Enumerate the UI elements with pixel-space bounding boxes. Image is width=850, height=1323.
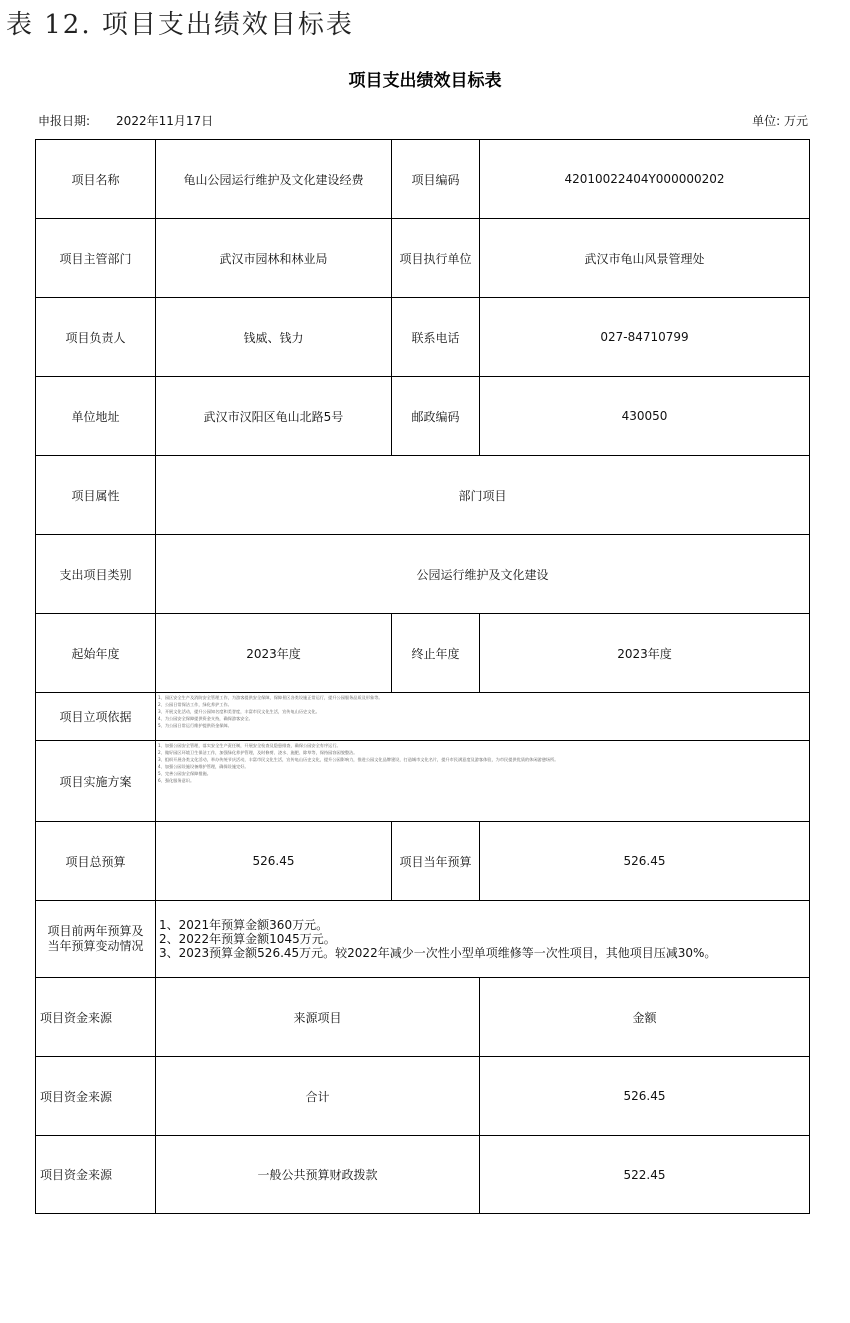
plan-text	[156, 741, 810, 822]
project-name-value: 龟山公园运行维护及文化建设经费	[156, 140, 392, 219]
document-heading: 表 12. 项目支出绩效目标表	[6, 10, 354, 40]
table-row	[36, 140, 810, 219]
basis-label: 项目立项依据	[36, 693, 156, 741]
start-year-value: 2023年度	[156, 614, 392, 693]
basis-line: 2、公园日常保洁工作，绿化养护工作。	[158, 702, 232, 707]
history-label-line: 项目前两年预算及	[47, 924, 144, 938]
history-label-line: 当年预算变动情况	[47, 939, 144, 953]
fund-general-amount: 522.45	[480, 1136, 810, 1214]
table-row	[36, 1136, 810, 1214]
report-date-value: 2022年11月17日	[116, 114, 214, 128]
basis-line: 3、开展文化活动，提升公园知名度和美誉度，丰富市民文化生活，宣传龟山历史文化。	[158, 709, 320, 714]
category-label: 支出项目类别	[36, 535, 156, 614]
table-row	[36, 456, 810, 535]
fund-total-label: 项目资金来源	[36, 1057, 156, 1136]
attribute-label: 项目属性	[36, 456, 156, 535]
table-row	[36, 978, 810, 1057]
dept-value: 武汉市园林和林业局	[156, 219, 392, 298]
dept-label: 项目主管部门	[36, 219, 156, 298]
current-budget-label: 项目当年预算	[392, 822, 480, 901]
history-line: 2、2022年预算金额1045万元。	[159, 932, 336, 946]
leader-value: 钱威、钱力	[156, 298, 392, 377]
plan-line: 3、组织开展各类文化活动，举办传统节庆活动，丰富市民文化生活，宣传龟山历史文化，提升公园影响力，推进公园文化品牌建设，打造城市文化名片，提升市民满意度及游客体验，为市民提供优质的休闲游憩场所。	[158, 757, 559, 762]
performance-target-table	[35, 139, 810, 1214]
end-year-label: 终止年度	[392, 614, 480, 693]
exec-unit-label: 项目执行单位	[392, 219, 480, 298]
total-budget-label: 项目总预算	[36, 822, 156, 901]
total-budget-value: 526.45	[156, 822, 392, 901]
fund-total-source: 合计	[156, 1057, 480, 1136]
plan-line: 6、强化服务意识。	[158, 778, 195, 783]
report-date	[38, 112, 213, 129]
basis-line: 1、园区安全生产及消防安全管理工作，为游客提供安全保障，保障景区各类设施正常运行，提升公园服务品质及形象等。	[158, 695, 383, 700]
attribute-value: 部门项目	[156, 456, 810, 535]
report-date-label: 申报日期:	[38, 114, 91, 128]
history-line: 1、2021年预算金额360万元。	[159, 918, 329, 932]
leader-label: 项目负责人	[36, 298, 156, 377]
history-text	[156, 901, 810, 978]
current-budget-value: 526.45	[480, 822, 810, 901]
postcode-value: 430050	[480, 377, 810, 456]
table-row	[36, 693, 810, 741]
end-year-value: 2023年度	[480, 614, 810, 693]
plan-line: 2、做好园区环境卫生保洁工作，加强绿化养护管理，及时修剪、浇水、施肥、除草等，保持园容园貌整洁。	[158, 750, 358, 755]
fund-general-label: 项目资金来源	[36, 1136, 156, 1214]
table-row	[36, 535, 810, 614]
project-name-label: 项目名称	[36, 140, 156, 219]
table-row	[36, 741, 810, 822]
history-line: 3、2023预算金额526.45万元。较2022年减少一次性小型单项维修等一次性项目，其他项目压减30%。	[159, 946, 717, 960]
postcode-label: 邮政编码	[392, 377, 480, 456]
project-code-label: 项目编码	[392, 140, 480, 219]
basis-line: 5、为公园日常运行维护提供资金保障。	[158, 723, 232, 728]
address-label: 单位地址	[36, 377, 156, 456]
table-row	[36, 298, 810, 377]
plan-line: 5、完善公园安全保障措施。	[158, 771, 211, 776]
table-row	[36, 822, 810, 901]
fund-total-amount: 526.45	[480, 1057, 810, 1136]
table-row	[36, 219, 810, 298]
history-label	[36, 901, 156, 978]
fund-general-source: 一般公共预算财政拨款	[156, 1136, 480, 1214]
start-year-label: 起始年度	[36, 614, 156, 693]
table-row	[36, 901, 810, 978]
basis-line: 4、为公园安全保障提供资金支持，确保游客安全。	[158, 716, 253, 721]
phone-value: 027-84710799	[480, 298, 810, 377]
phone-label: 联系电话	[392, 298, 480, 377]
basis-text	[156, 693, 810, 741]
table-row	[36, 1057, 810, 1136]
exec-unit-value: 武汉市龟山风景管理处	[480, 219, 810, 298]
fund-header-label: 项目资金来源	[36, 978, 156, 1057]
category-value: 公园运行维护及文化建设	[156, 535, 810, 614]
plan-line: 4、加强公园设施设备维护管理，确保设施完好。	[158, 764, 249, 769]
plan-label: 项目实施方案	[36, 741, 156, 822]
address-value: 武汉市汉阳区龟山北路5号	[156, 377, 392, 456]
unit-label: 单位: 万元	[752, 114, 808, 128]
table-row	[36, 614, 810, 693]
fund-header-amount: 金额	[480, 978, 810, 1057]
form-title: 项目支出绩效目标表	[348, 71, 502, 91]
fund-header-source: 来源项目	[156, 978, 480, 1057]
plan-line: 1、加强公园安全管理，落实安全生产责任制，开展安全检查及隐患排查，确保公园安全有序运行。	[158, 743, 341, 748]
project-code-value: 42010022404Y000000202	[480, 140, 810, 219]
table-row	[36, 377, 810, 456]
